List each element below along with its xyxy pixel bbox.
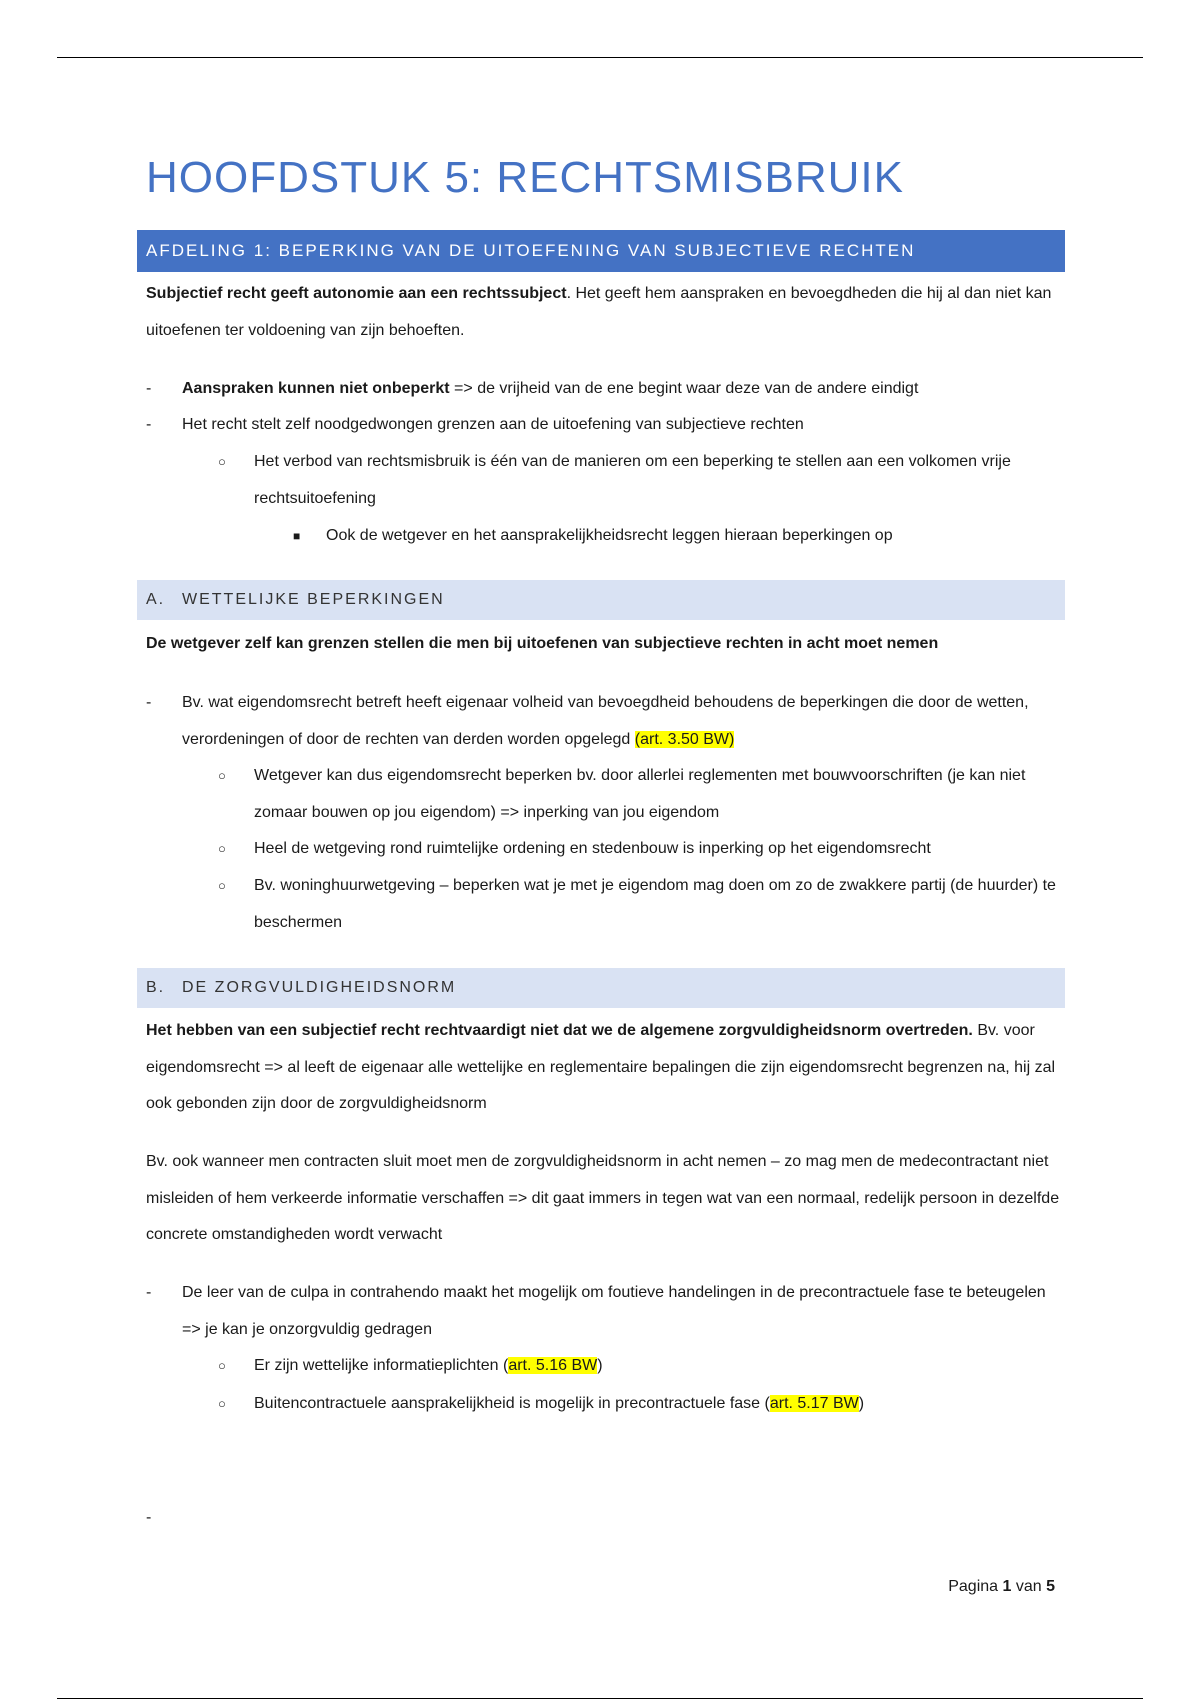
footer-mid: van (1011, 1578, 1047, 1595)
circle-bullet-icon: ○ (218, 841, 226, 856)
section-a-label: A. (146, 591, 166, 608)
dash-marker: - (146, 1284, 152, 1301)
heading-afdeling-1: AFDELING 1: BEPERKING VAN DE UITOEFENING VAN SUBJECTIEVE RECHTEN (137, 230, 1065, 272)
list-subsubitem-text: Ook de wetgever en het aansprakelijkheidsrecht leggen hieraan beperkingen op (326, 527, 893, 544)
list-subitem (218, 1348, 1062, 1385)
list-subitem-post: ) (858, 1395, 865, 1412)
list-subitem (218, 758, 1062, 831)
list-item-text: => de vrijheid van de ene begint waar deze van de andere eindigt (449, 380, 919, 397)
footer-rule (57, 1698, 1143, 1699)
square-bullet-icon: ■ (293, 529, 301, 543)
section-b-paragraph: Bv. ook wanneer men contracten sluit moet men de zorgvuldigheidsnorm in acht nemen – zo mag men de medecontractant niet misleiden of hem verkeerde informatie verschaffen => dit gaat immers in tegen wat van een normaal, redelijk persoon in dezelfde concrete omstandigheden wordt verwacht (146, 1153, 1060, 1243)
list-subitem (218, 868, 1062, 941)
dash-marker: - (146, 416, 152, 433)
list-item (146, 685, 1062, 758)
list-item-text: Het recht stelt zelf noodgedwongen grenzen aan de uitoefening van subjectieve rechten (182, 416, 804, 433)
section-a-lead: De wetgever zelf kan grenzen stellen die men bij uitoefenen van subjectieve rechten in acht moet nemen (146, 635, 939, 652)
footer-page-number: 1 (1002, 1578, 1012, 1595)
circle-bullet-icon: ○ (218, 454, 226, 469)
list-item (146, 407, 1062, 444)
list-item-bold: Aanspraken kunnen niet onbeperkt (182, 380, 450, 397)
list-subitem (218, 831, 1062, 868)
page-title: HOOFDSTUK 5: RECHTSMISBRUIK (146, 153, 904, 202)
section-b-label: B. (146, 979, 166, 996)
article-reference: (art. 3.50 BW) (634, 730, 735, 748)
footer-page-total: 5 (1046, 1578, 1055, 1595)
article-reference: art. 5.16 BW (508, 1357, 598, 1374)
circle-bullet-icon: ○ (218, 1358, 226, 1373)
list-subitem (218, 444, 1062, 517)
list-subitem-text: Wetgever kan dus eigendomsrecht beperken bv. door allerlei reglementen met bouwvoorschriften (je kan niet zomaar bouwen op jou eigendom) => inperking van jou eigendom (254, 767, 1026, 821)
list-subitem-pre: Er zijn wettelijke informatieplichten ( (254, 1357, 509, 1374)
list-subitem (218, 1386, 1062, 1423)
heading-section-b (137, 968, 1065, 1008)
list-subitem-post: ) (597, 1357, 603, 1374)
list-subitem-text: Bv. woninghuurwetgeving – beperken wat je met je eigendom mag doen om zo de zwakkere partij (de huurder) te beschermen (254, 877, 1056, 931)
article-reference: art. 5.17 BW (769, 1395, 859, 1412)
list-subitem-text: Heel de wetgeving rond ruimtelijke ordening en stedenbouw is inperking op het eigendomsrecht (254, 840, 931, 857)
circle-bullet-icon: ○ (218, 768, 226, 783)
list-item (146, 371, 1062, 408)
list-subitem-pre: Buitencontractuele aansprakelijkheid is mogelijk in precontractuele fase ( (254, 1395, 770, 1412)
section-b-lead (146, 1013, 1062, 1123)
heading-section-a (137, 580, 1065, 620)
circle-bullet-icon: ○ (218, 878, 226, 893)
list-subitem-text: Het verbod van rechtsmisbruik is één van de manieren om een beperking te stellen aan een volkomen vrije rechtsuitoefening (254, 453, 1011, 507)
intro-bold: Subjectief recht geeft autonomie aan een rechtssubject (146, 285, 567, 302)
dash-marker: - (146, 694, 152, 711)
list-item-text: De leer van de culpa in contrahendo maakt het mogelijk om foutieve handelingen in de precontractuele fase te beteugelen => je kan je onzorgvuldig gedragen (182, 1284, 1046, 1338)
trailing-dash: - (146, 1509, 152, 1526)
intro-paragraph (146, 276, 1062, 349)
footer-pre: Pagina (948, 1578, 1003, 1595)
intro-rest: . Het geeft hem aanspraken en bevoegdheden die hij al dan niet kan uitoefenen ter voldoening van zijn behoeften. (146, 285, 1052, 339)
section-a-title: WETTELIJKE BEPERKINGEN (182, 591, 445, 608)
circle-bullet-icon: ○ (218, 1396, 226, 1411)
list-subsubitem (293, 518, 1062, 555)
dash-marker: - (146, 380, 152, 397)
list-item (146, 1275, 1062, 1348)
page-footer (948, 1578, 1055, 1596)
section-b-lead-rest: Bv. voor eigendomsrecht => al leeft de eigenaar alle wettelijke en reglementaire bepalingen die zijn eigendomsrecht begrenzen na, hij zal ook gebonden zijn door de zorgvuldigheidsnorm (146, 1022, 1056, 1112)
header-rule (57, 57, 1143, 58)
section-b-title: DE ZORGVULDIGHEIDSNORM (182, 979, 457, 996)
section-b-lead-bold: Het hebben van een subjectief recht rechtvaardigt niet dat we de algemene zorgvuldigheidsnorm overtreden. (146, 1022, 973, 1039)
list-item-text: Bv. wat eigendomsrecht betreft heeft eigenaar volheid van bevoegdheid behoudens de beperkingen die door de wetten, verordeningen of door de rechten van derden worden opgelegd (182, 694, 1029, 748)
